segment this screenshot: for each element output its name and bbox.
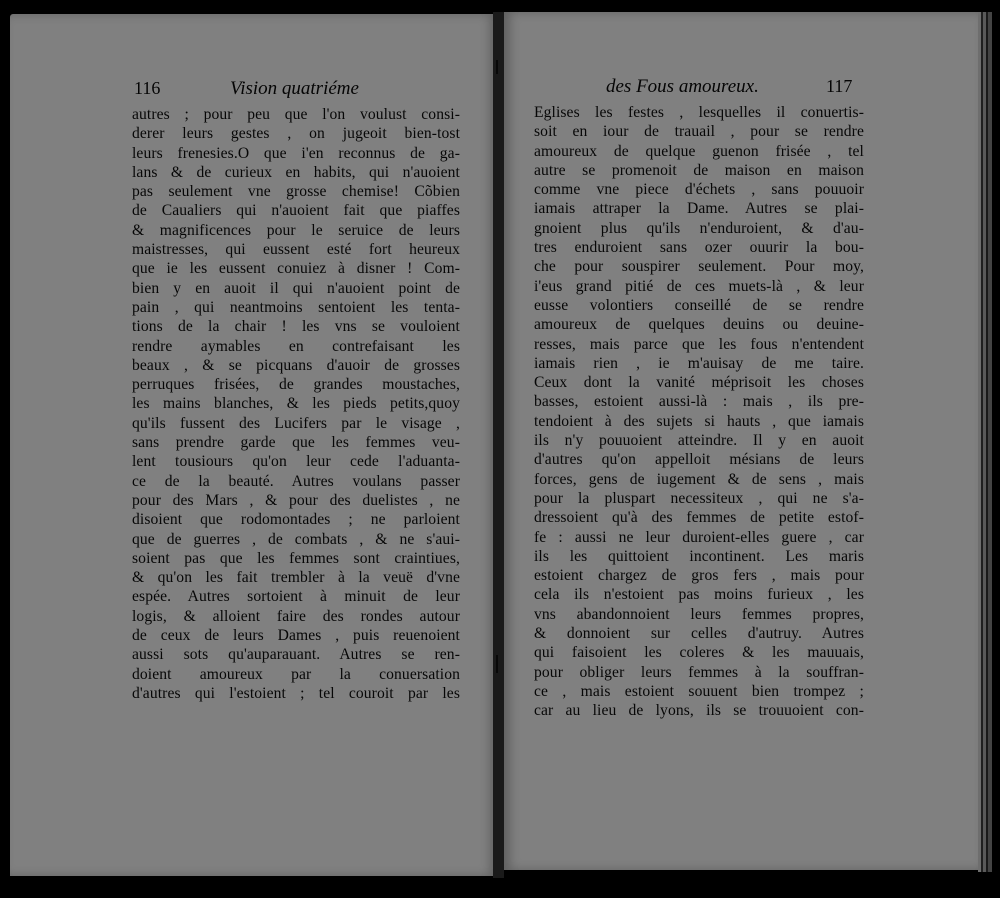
text-line: pour des Mars , & pour des duelistes , ne: [132, 491, 460, 509]
text-line: & qu'on les fait trembler à la veuë d'vne: [132, 569, 460, 587]
text-line: basses, estoient aussi-là : mais , ils pre-: [534, 393, 864, 411]
text-line: pain , qui neantmoins sentoient les tenta-: [132, 298, 460, 316]
gutter-mark: [496, 655, 498, 673]
text-line: derer leurs gestes , on jugeoit bien-tost: [132, 125, 460, 143]
text-line: pas seulement vne grosse chemise! Cõbien: [132, 183, 460, 201]
page-edges: [978, 12, 992, 872]
text-line: & donnoient sur celles d'autruy. Autres: [534, 625, 864, 643]
right-page-text: [534, 103, 864, 721]
text-line: resses, mais parce que les fous n'entendent: [534, 335, 864, 353]
right-running-title: des Fous amoureux.: [606, 76, 759, 97]
text-line: lent tousiours qu'on leur cede l'aduanta-: [132, 453, 460, 471]
text-line: disoient que rodomontades ; ne parloient: [132, 511, 460, 529]
text-line: ils les quittoient incontinent. Les maris: [534, 547, 864, 565]
text-line: eusse volontiers conseillé de se rendre: [534, 296, 864, 314]
text-line: qui faisoient les coleres & les mauuais,: [534, 644, 864, 662]
text-line: i'eus grand pitié de ces muets-là , & leur: [534, 277, 864, 295]
text-line: autres ; pour peu que l'on voulust consi-: [132, 106, 460, 123]
text-line: pour la pluspart necessiteux , qui ne s'a-: [534, 489, 864, 507]
text-line: espée. Autres sortoient à minuit de leur: [132, 588, 460, 606]
text-line: que de guerres , de combats , & ne s'aui-: [132, 530, 460, 548]
text-line: lans & de curieux en habits, qui n'auoient: [132, 163, 460, 181]
text-line: tendoient à des sujets si hauts , que iamais: [534, 412, 864, 430]
text-line: les mains blanches, & les pieds petits,quoy: [132, 395, 460, 413]
text-line: beaux , & se picquans d'auoir de grosses: [132, 356, 460, 374]
text-line: qu'ils fussent des Lucifers par le visage ,: [132, 414, 460, 432]
text-line: de Caualiers qui n'auoient fait que piaffes: [132, 202, 460, 220]
text-line: iamais attraper la Dame. Autres se plai-: [534, 200, 864, 218]
left-page-text: [132, 105, 460, 703]
right-page-number: 117: [826, 76, 853, 96]
text-line: soit en iour de trauail , pour se rendre: [534, 123, 864, 141]
text-line: ce de la beauté. Autres voulans passer: [132, 472, 460, 490]
left-page: [10, 14, 496, 876]
text-line: de ceux de leurs Dames , puis reuenoient: [132, 627, 460, 645]
text-line: Ceux dont la vanité méprisoit les choses: [534, 374, 864, 392]
text-line: autre se promenoit de maison en maison: [534, 161, 864, 179]
text-line: fe : aussi ne leur duroient-elles guere , car: [534, 528, 864, 546]
text-line: car au lieu de lyons, ils se trouuoient con-: [534, 702, 864, 720]
text-line: bien y en auoit il qui n'auoient point de: [132, 279, 460, 297]
text-line: que ie les eussent conuiez à disner ! Com-: [132, 260, 460, 278]
text-line: pour obliger leurs femmes à la souffran-: [534, 663, 864, 681]
left-running-title: Vision quatriéme: [230, 78, 359, 99]
left-running-head: [134, 78, 464, 104]
text-line: comme vne piece d'échets , sans pouuoir: [534, 181, 864, 199]
right-page: [504, 12, 978, 870]
text-line: che pour souspirer seulement. Pour moy,: [534, 258, 864, 276]
text-line: d'autres qui l'estoient ; tel couroit par les: [132, 684, 460, 702]
text-line: estoient chargez de gros fers , mais pour: [534, 567, 864, 585]
text-line: gnoient plus qu'ils n'enduroient, & d'au-: [534, 219, 864, 237]
text-line: Eglises les festes , lesquelles il conuertis-: [534, 104, 864, 121]
text-line: d'autres qu'on appelloit mésians de leurs: [534, 451, 864, 469]
text-line: iamais rien , ie m'auisay de me taire.: [534, 354, 864, 372]
text-line: amoureux de quelques deuins ou deuine-: [534, 316, 864, 334]
text-line: perruques frisées, de grandes moustaches,: [132, 376, 460, 394]
text-line: amoureux de quelque guenon frisée , tel: [534, 142, 864, 160]
text-line: logis, & alloient faire des rondes autour: [132, 607, 460, 625]
text-line: tres enduroient sans ozer ouurir la bou-: [534, 239, 864, 257]
text-line: tions de la chair ! les vns se vouloient: [132, 318, 460, 336]
text-line: soient pas que les femmes sont craintiues,: [132, 549, 460, 567]
gutter-mark: [496, 60, 498, 74]
text-line: ils n'y pouuoient atteindre. Il y en auoit: [534, 432, 864, 450]
text-line: dressoient qu'à des femmes de petite estof-: [534, 509, 864, 527]
text-line: ce , mais estoient souuent bien trompez ;: [534, 682, 864, 700]
text-line: sans prendre garde que les femmes veu-: [132, 434, 460, 452]
text-line: & magnificences pour le seruice de leurs: [132, 221, 460, 239]
text-line: cela ils n'estoient pas moins furieux , les: [534, 586, 864, 604]
text-line: leurs frenesies.O que i'en reconnus de ga-: [132, 144, 460, 162]
right-running-head: [594, 76, 924, 102]
text-line: rendre aymables en contrefaisant les: [132, 337, 460, 355]
text-line: aussi sots qu'auparauant. Autres se ren-: [132, 646, 460, 664]
text-line: doient amoureux par la conuersation: [132, 665, 460, 683]
book-gutter: [493, 12, 504, 878]
text-line: maistresses, qui eussent esté fort heureux: [132, 241, 460, 259]
left-page-number: 116: [134, 78, 161, 98]
text-line: vns abandonnoient leurs femmes propres,: [534, 605, 864, 623]
text-line: forces, gens de iugement & de sens , mais: [534, 470, 864, 488]
